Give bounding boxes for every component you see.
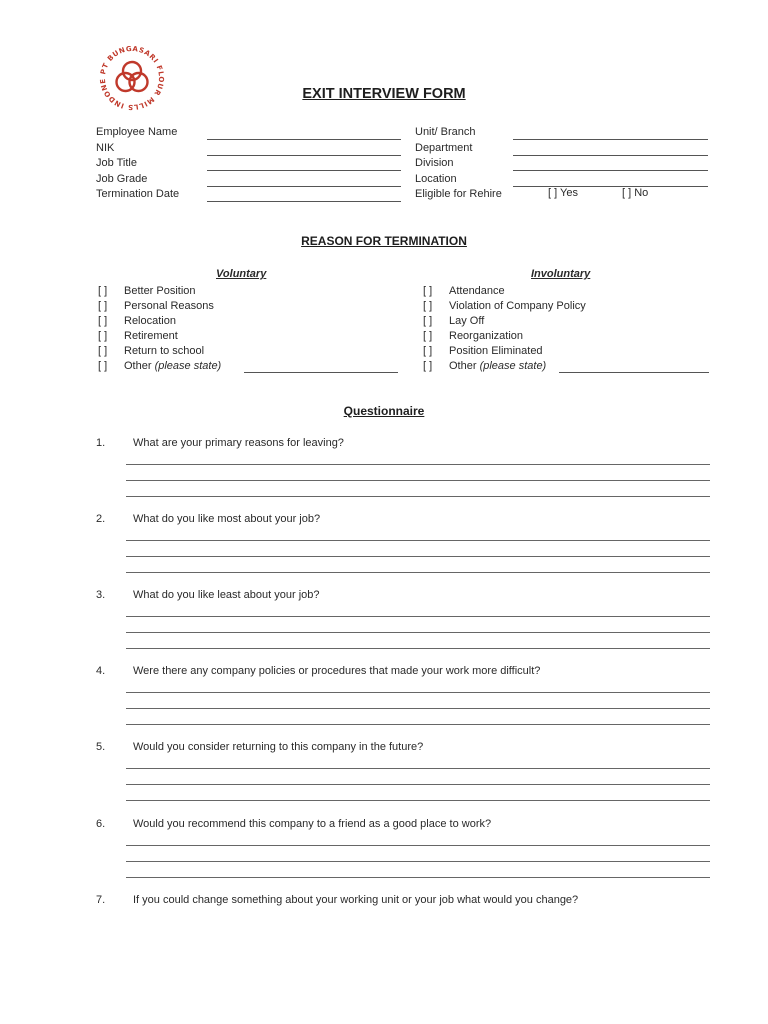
- checkbox-bracket[interactable]: [ ]: [98, 330, 108, 342]
- question-number: 5.: [96, 741, 106, 753]
- answer-line[interactable]: [126, 724, 710, 725]
- involuntary-heading: Involuntary: [531, 268, 591, 280]
- voluntary-item-label: Better Position: [124, 285, 196, 297]
- question-text: If you could change something about your working unit or your job what would you change?: [133, 894, 579, 906]
- reason-section-title: REASON FOR TERMINATION: [301, 234, 467, 248]
- question-text: Were there any company policies or procedures that made your work more difficult?: [133, 665, 541, 677]
- checkbox-bracket[interactable]: [ ]: [423, 345, 433, 357]
- voluntary-checkbox-item[interactable]: [98, 284, 196, 299]
- voluntary-checkbox-item[interactable]: [98, 344, 204, 359]
- questionnaire-title: Questionnaire: [343, 404, 425, 418]
- voluntary-item-label: Personal Reasons: [124, 300, 214, 312]
- question-number: 2.: [96, 513, 106, 525]
- rehire-yes-option[interactable]: [ ] Yes: [548, 187, 578, 199]
- question-text: What do you like most about your job?: [133, 513, 321, 525]
- involuntary-checkbox-item[interactable]: [423, 284, 505, 299]
- field-input-line-left[interactable]: [207, 186, 401, 187]
- voluntary-other-item[interactable]: [98, 359, 221, 374]
- field-label-right: Division: [415, 157, 454, 169]
- voluntary-checkbox-item[interactable]: [98, 314, 176, 329]
- answer-line[interactable]: [126, 768, 710, 769]
- field-input-line-left[interactable]: [207, 201, 401, 202]
- involuntary-item-label: Position Eliminated: [449, 345, 543, 357]
- field-input-line-left[interactable]: [207, 155, 401, 156]
- checkbox-bracket[interactable]: [ ]: [98, 360, 108, 372]
- involuntary-item-label: Attendance: [449, 285, 505, 297]
- answer-line[interactable]: [126, 616, 710, 617]
- answer-line[interactable]: [126, 877, 710, 878]
- answer-line[interactable]: [126, 496, 710, 497]
- voluntary-other-label: Other: [124, 360, 152, 372]
- involuntary-checkbox-item[interactable]: [423, 299, 586, 314]
- answer-line[interactable]: [126, 800, 710, 801]
- answer-line[interactable]: [126, 540, 710, 541]
- field-label-left: Employee Name: [96, 126, 178, 138]
- voluntary-item-label: Relocation: [124, 315, 176, 327]
- field-label-left: Job Title: [96, 157, 137, 169]
- rehire-no-option[interactable]: [ ] No: [622, 187, 649, 199]
- involuntary-checkbox-item[interactable]: [423, 329, 523, 344]
- involuntary-other-input-line[interactable]: [559, 372, 709, 373]
- field-input-line-left[interactable]: [207, 170, 401, 171]
- involuntary-item-label: Violation of Company Policy: [449, 300, 586, 312]
- field-label-right: Department: [415, 142, 473, 154]
- voluntary-other-input-line[interactable]: [244, 372, 398, 373]
- question-number: 6.: [96, 818, 106, 830]
- question-number: 4.: [96, 665, 106, 677]
- voluntary-checkbox-item[interactable]: [98, 299, 214, 314]
- field-input-line-left[interactable]: [207, 139, 401, 140]
- checkbox-bracket[interactable]: [ ]: [423, 285, 433, 297]
- checkbox-bracket[interactable]: [ ]: [98, 315, 108, 327]
- question-text: Would you recommend this company to a friend as a good place to work?: [133, 818, 492, 830]
- involuntary-item-label: Reorganization: [449, 330, 523, 342]
- field-input-line-right[interactable]: [513, 139, 708, 140]
- field-label-left: NIK: [96, 142, 115, 154]
- answer-line[interactable]: [126, 861, 710, 862]
- question-text: What are your primary reasons for leaving?: [133, 437, 344, 449]
- logo-ring-text: PT BUNGASARI FLOUR MILLS INDONE: [98, 44, 166, 112]
- field-label-right: Eligible for Rehire: [415, 188, 502, 200]
- answer-line[interactable]: [126, 464, 710, 465]
- answer-line[interactable]: [126, 708, 710, 709]
- checkbox-bracket[interactable]: [ ]: [98, 300, 108, 312]
- field-input-line-right[interactable]: [513, 170, 708, 171]
- field-input-line-right[interactable]: [513, 155, 708, 156]
- question-number: 1.: [96, 437, 106, 449]
- answer-line[interactable]: [126, 845, 710, 846]
- involuntary-item-label: Lay Off: [449, 315, 485, 327]
- voluntary-heading: Voluntary: [216, 268, 267, 280]
- voluntary-item-label: Retirement: [124, 330, 178, 342]
- field-label-right: Unit/ Branch: [415, 126, 476, 138]
- involuntary-other-hint: (please state): [479, 360, 547, 372]
- voluntary-other-hint: (please state): [154, 360, 222, 372]
- involuntary-other-item[interactable]: [423, 359, 546, 374]
- involuntary-other-label: Other: [449, 360, 477, 372]
- answer-line[interactable]: [126, 784, 710, 785]
- question-text: What do you like least about your job?: [133, 589, 320, 601]
- involuntary-checkbox-item[interactable]: [423, 344, 543, 359]
- voluntary-checkbox-item[interactable]: [98, 329, 178, 344]
- checkbox-bracket[interactable]: [ ]: [423, 330, 433, 342]
- question-number: 7.: [96, 894, 106, 906]
- form-title: EXIT INTERVIEW FORM: [302, 86, 466, 102]
- checkbox-bracket[interactable]: [ ]: [423, 300, 433, 312]
- answer-line[interactable]: [126, 556, 710, 557]
- field-label-left: Job Grade: [96, 173, 148, 185]
- field-label-left: Termination Date: [96, 188, 180, 200]
- checkbox-bracket[interactable]: [ ]: [423, 315, 433, 327]
- voluntary-item-label: Return to school: [124, 345, 205, 357]
- involuntary-checkbox-item[interactable]: [423, 314, 484, 329]
- field-input-line-right[interactable]: [513, 186, 708, 187]
- question-text: Would you consider returning to this company in the future?: [133, 741, 424, 753]
- answer-line[interactable]: [126, 648, 710, 649]
- field-label-right: Location: [415, 173, 457, 185]
- answer-line[interactable]: [126, 692, 710, 693]
- checkbox-bracket[interactable]: [ ]: [423, 360, 433, 372]
- answer-line[interactable]: [126, 480, 710, 481]
- answer-line[interactable]: [126, 632, 710, 633]
- checkbox-bracket[interactable]: [ ]: [98, 285, 108, 297]
- question-number: 3.: [96, 589, 106, 601]
- answer-line[interactable]: [126, 572, 710, 573]
- checkbox-bracket[interactable]: [ ]: [98, 345, 108, 357]
